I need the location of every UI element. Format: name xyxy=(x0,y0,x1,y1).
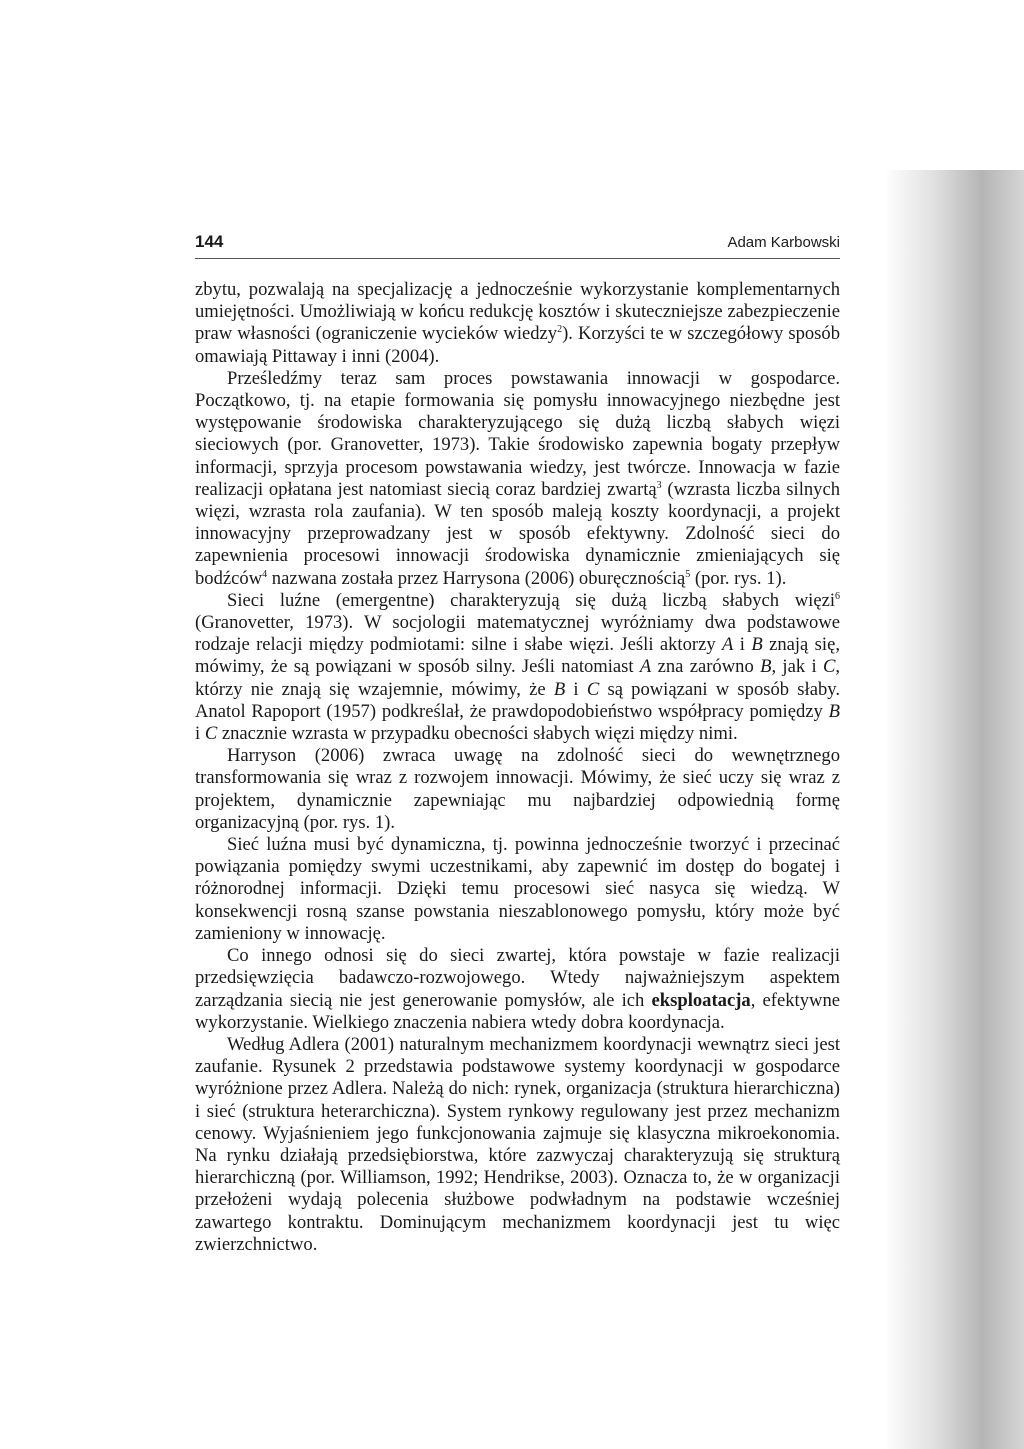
text-run: , jak i xyxy=(771,656,823,678)
italic-symbol: B xyxy=(828,700,840,722)
text-run: , efektywne wykorzystanie. Wielkiego znaczenia nabiera wtedy dobra koordynacja. xyxy=(195,989,840,1033)
text-run: Prześledźmy teraz sam proces powstawania innowacji w gospodarce. Początkowo, tj. na etapie formowania się pomysłu innowacyjnego niezbędne jest występowanie środowiska charakteryzującego się dużą liczbą słabych więzi sieciowych (por. Granovetter, 1973). Takie środowisko zapewnia bogaty przepływ informacji, sprzyja procesom powstawania wiedzy, jest twórcze. Innowacja w fazie realizacji opłatana jest natomiast siecią coraz bardziej zwartą xyxy=(195,367,840,500)
text-run: Co innego odnosi się do sieci zwartej, która powstaje w fazie realizacji przedsięwzięcia badawczo-rozwojowego. Wtedy najważniejszym aspektem zarządzania siecią nie jest generowanie pomysłów, ale ich xyxy=(195,945,840,1011)
paragraph xyxy=(195,945,840,1034)
italic-symbol: B xyxy=(760,656,772,678)
text-run: Sieci luźne (emergentne) charakteryzują się dużą liczbą słabych więzi xyxy=(227,589,835,611)
text-run: znają się, mówimy, że są powiązani w sposób silny. Jeśli natomiast xyxy=(195,634,840,678)
page-number: 144 xyxy=(195,232,224,251)
text-run: zna zarówno xyxy=(651,656,761,678)
paragraph xyxy=(195,279,840,368)
text-run: (Granovetter, 1973). W socjologii matematycznej wyróżniamy dwa podstawowe rodzaje relacji między podmiotami: silne i słabe więzi. Jeśli aktorzy xyxy=(195,612,840,656)
footnote-ref: 6 xyxy=(835,590,840,602)
text-run: i xyxy=(733,634,752,656)
text-run: Według Adlera (2001) naturalnym mechanizmem koordynacji wewnątrz sieci jest zaufanie. Rysunek 2 przedstawia podstawowe systemy koordynacji w gospodarce wyróżnione przez Adlera. Należą do nich: rynek, organizacja (struktura hierarchiczna) i sieć (struktura heterarchiczna). System rynkowy regulowany jest przez mechanizm cenowy. Wyjaśnieniem jego funkcjonowania zajmuje się klasyczna mikroekonomia. Na rynku działają przedsiębiorstwa, które zazwyczaj charakteryzują się strukturą hierarchiczną (por. Williamson, 1992; Hendrikse, 2003). Oznacza to, że w organizacji przełożeni wydają polecenia służbowe podwładnym na podstawie wcześniej zawartego kontraktu. Dominującym mechanizmem koordynacji jest tu więc zwierzchnictwo. xyxy=(195,1033,840,1255)
italic-symbol: B xyxy=(553,678,566,700)
italic-symbol: A xyxy=(722,634,734,656)
italic-symbol: A xyxy=(639,656,652,678)
paragraph xyxy=(195,1034,840,1256)
italic-symbol: C xyxy=(586,678,600,700)
footnote-ref: 4 xyxy=(262,568,268,580)
paragraph xyxy=(195,368,840,590)
running-header-author: Adam Karbowski xyxy=(727,234,840,251)
text-run: , którzy nie znają się wzajemnie, mówimy, że xyxy=(195,656,841,700)
paragraph xyxy=(195,590,840,745)
text-run: zbytu, pozwalają na specjalizację a jednocześnie wykorzystanie komplementarnych umiejętności. Umożliwiają w końcu redukcję kosztów i skuteczniejsze zabezpieczenie praw własności (ograniczenie wycieków wiedzy xyxy=(195,279,840,345)
footnote-ref: 2 xyxy=(557,324,563,336)
footnote-ref: 5 xyxy=(685,568,691,580)
footnote-ref: 3 xyxy=(656,479,662,491)
scan-edge-shadow xyxy=(884,170,1024,1449)
italic-symbol: B xyxy=(751,634,763,656)
text-run: (por. rys. 1). xyxy=(690,567,787,589)
paragraph xyxy=(195,745,840,834)
italic-symbol: C xyxy=(822,656,836,678)
italic-symbol: C xyxy=(204,723,218,745)
paragraph xyxy=(195,834,840,945)
running-header xyxy=(195,232,840,259)
text-run: Harryson (2006) zwraca uwagę na zdolność sieci do wewnętrznego transformowania się wraz z rozwojem innowacji. Mówimy, że sieć uczy się wraz z projektem, dynamicznie zapewniając mu najbardziej odpowiednią formę organizacyjną (por. rys. 1). xyxy=(195,745,840,833)
text-run: nazwana została przez Harrysona (2006) oburęcznością xyxy=(267,567,686,589)
text-run: są powiązani w sposób słaby. Anatol Rapoport (1957) podkreślał, że prawdopodobieństwo współpracy pomiędzy xyxy=(195,678,840,722)
text-run: i xyxy=(195,723,205,745)
text-run: Sieć luźna musi być dynamiczna, tj. powinna jednocześnie tworzyć i przecinać powiązania pomiędzy swymi uczestnikami, aby zapewnić im dostęp do bogatej i różnorodnej informacji. Dzięki temu procesowi sieć nasyca się wiedzą. W konsekwencji rosną szanse powstania nieszablonowego pomysłu, który może być zamieniony w innowację. xyxy=(195,834,840,944)
text-run: i xyxy=(565,678,587,700)
text-run: (wzrasta liczba silnych więzi, wzrasta rola zaufania). W ten sposób maleją koszty koordynacji, a projekt innowacyjny przeprowadzany jest w sposób efektywny. Zdolność sieci do zapewnienia procesowi innowacji środowiska dynamicznie zmieniających się bodźców xyxy=(195,478,841,589)
text-run: ). Korzyści te w szczegółowy sposób omawiają Pittaway i inni (2004). xyxy=(195,323,840,367)
bold-term: eksploatacja xyxy=(651,989,751,1011)
body-text xyxy=(195,279,840,1256)
text-run: znacznie wzrasta w przypadku obecności słabych więzi między nimi. xyxy=(217,723,738,745)
